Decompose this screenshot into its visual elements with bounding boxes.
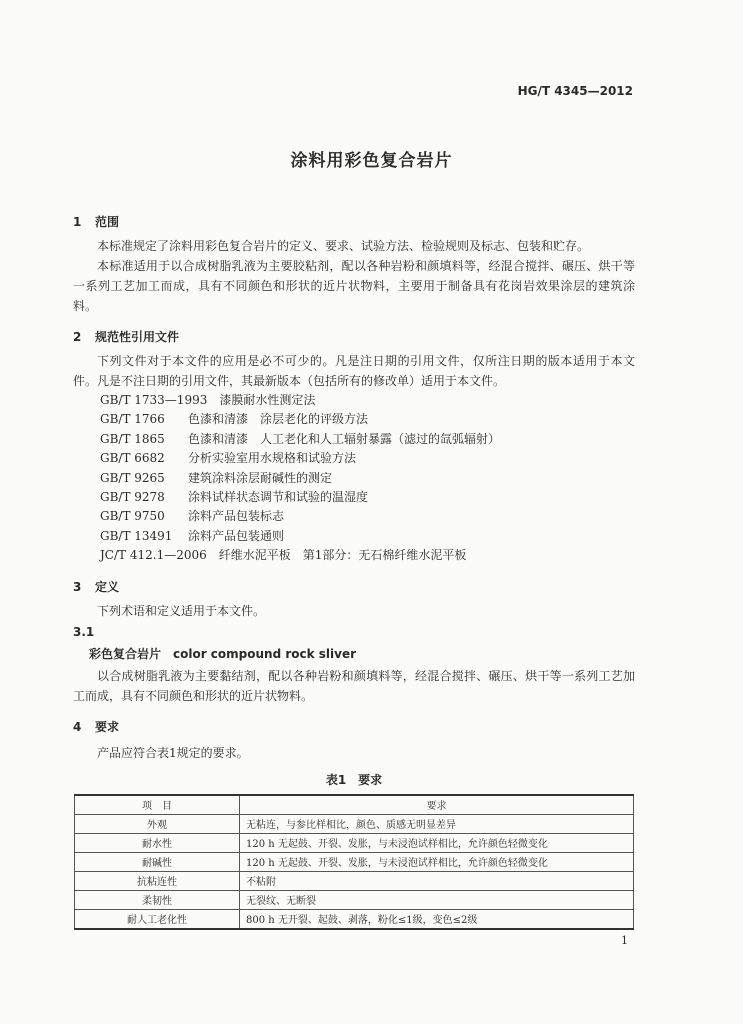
section-heading-requirements	[73, 718, 635, 735]
section-number: 3	[73, 579, 82, 594]
reference-item	[100, 449, 635, 468]
reference-name: 涂料试样状态调节和试验的温湿度	[188, 490, 369, 505]
table-cell-item: 耐水性	[75, 833, 240, 852]
reference-code: GB/T 6682	[100, 451, 165, 466]
section-title: 规范性引用文件	[95, 330, 180, 344]
table-row	[75, 833, 634, 852]
table-row	[75, 871, 634, 890]
requirements-table	[74, 794, 634, 930]
paragraph: 下列文件对于本文件的应用是必不可少的。凡是注日期的引用文件，仅所注日期的版本适用于本文件。凡是不注日期的引用文件，其最新版本（包括所有的修改单）适用于本文件。	[73, 354, 635, 388]
reference-name: 色漆和清漆 人工老化和人工辐射暴露（滤过的氙弧辐射）	[188, 431, 501, 446]
paragraph: 下列术语和定义适用于本文件。	[97, 603, 266, 618]
document-body	[73, 205, 635, 930]
reference-list	[100, 391, 635, 566]
reference-item	[100, 391, 635, 410]
section-heading-scope	[73, 213, 635, 230]
column-header-item: 项 目	[75, 795, 240, 815]
section-number: 2	[73, 330, 82, 344]
table-caption: 表1 要求	[325, 772, 383, 787]
page-number: 1	[621, 934, 628, 947]
section-title: 要求	[95, 719, 120, 734]
reference-name: 涂料产品包装标志	[188, 509, 285, 524]
reference-code: GB/T 13491	[100, 528, 173, 543]
reference-code: GB/T 9265	[100, 470, 165, 485]
reference-code: GB/T 1733—1993	[100, 393, 208, 407]
table-row	[75, 814, 634, 833]
reference-code: JC/T 412.1—2006	[100, 548, 207, 563]
table-cell-requirement: 无粘连，与参比样相比，颜色、质感无明显差异	[240, 814, 634, 833]
reference-item	[100, 410, 635, 429]
term-definition: 以合成树脂乳液为主要黏结剂，配以各种岩粉和颜填料等，经混合搅拌、碾压、烘干等一系列工艺加工而成，具有不同颜色和形状的近片状物料。	[73, 668, 635, 703]
reference-name: 纤维水泥平板 第1部分：无石棉纤维水泥平板	[218, 548, 467, 563]
table-row	[75, 852, 634, 871]
table-cell-requirement: 120 h 无起鼓、开裂、发胀，与未浸泡试样相比，允许颜色轻微变化	[240, 852, 634, 871]
reference-name: 分析实验室用水规格和试验方法	[188, 451, 357, 466]
reference-code: GB/T 9750	[100, 509, 165, 524]
table-row	[75, 890, 634, 909]
section-number: 4	[73, 719, 82, 734]
paragraph: 产品应符合表1规定的要求。	[97, 745, 249, 760]
table-header-row	[75, 795, 634, 815]
reference-name: 漆膜耐水性测定法	[219, 393, 316, 407]
term-number: 3.1	[73, 624, 95, 639]
reference-item	[100, 507, 635, 526]
reference-item	[100, 430, 635, 449]
reference-item	[100, 469, 635, 488]
section-heading-normative-references	[73, 328, 635, 345]
standard-code: HG/T 4345—2012	[517, 84, 633, 98]
reference-item	[100, 488, 635, 507]
table-cell-item: 耐碱性	[75, 852, 240, 871]
section-title: 定义	[95, 579, 120, 594]
reference-name: 涂料产品包装通则	[188, 528, 285, 543]
table-cell-item: 抗粘连性	[75, 871, 240, 890]
table-cell-item: 柔韧性	[75, 890, 240, 909]
reference-name: 色漆和清漆 涂层老化的评级方法	[188, 412, 369, 427]
table-cell-requirement: 800 h 无开裂、起鼓、剥落，粉化≤1级，变色≤2级	[240, 909, 634, 929]
table-cell-item: 外观	[75, 814, 240, 833]
document-title: 涂料用彩色复合岩片	[290, 151, 453, 171]
table-cell-requirement: 120 h 无起鼓、开裂、发胀，与未浸泡试样相比，允许颜色轻微变化	[240, 833, 634, 852]
paragraph: 本标准规定了涂料用彩色复合岩片的定义、要求、试验方法、检验规则及标志、包装和贮存。	[97, 239, 590, 253]
reference-code: GB/T 9278	[100, 490, 165, 505]
table-cell-item: 耐人工老化性	[75, 909, 240, 929]
section-title: 范围	[95, 215, 120, 229]
reference-name: 建筑涂料涂层耐碱性的测定	[188, 470, 333, 485]
reference-item	[100, 527, 635, 546]
column-header-requirement: 要求	[240, 795, 634, 815]
reference-code: GB/T 1766	[100, 412, 165, 427]
reference-code: GB/T 1865	[100, 431, 165, 446]
section-number: 1	[73, 215, 82, 229]
table-cell-requirement: 无裂纹、无断裂	[240, 890, 634, 909]
table-cell-requirement: 不粘附	[240, 871, 634, 890]
term-name: 彩色复合岩片 color compound rock sliver	[89, 646, 357, 661]
section-heading-definitions	[73, 578, 635, 595]
paragraph: 本标准适用于以合成树脂乳液为主要胶粘剂，配以各种岩粉和颜填料等，经混合搅拌、碾压、烘干等一系列工艺加工而成，具有不同颜色和形状的近片状物料，主要用于制备具有花岗岩效果涂层的建筑涂料。	[73, 259, 635, 313]
reference-item	[100, 546, 635, 565]
table-row	[75, 909, 634, 929]
